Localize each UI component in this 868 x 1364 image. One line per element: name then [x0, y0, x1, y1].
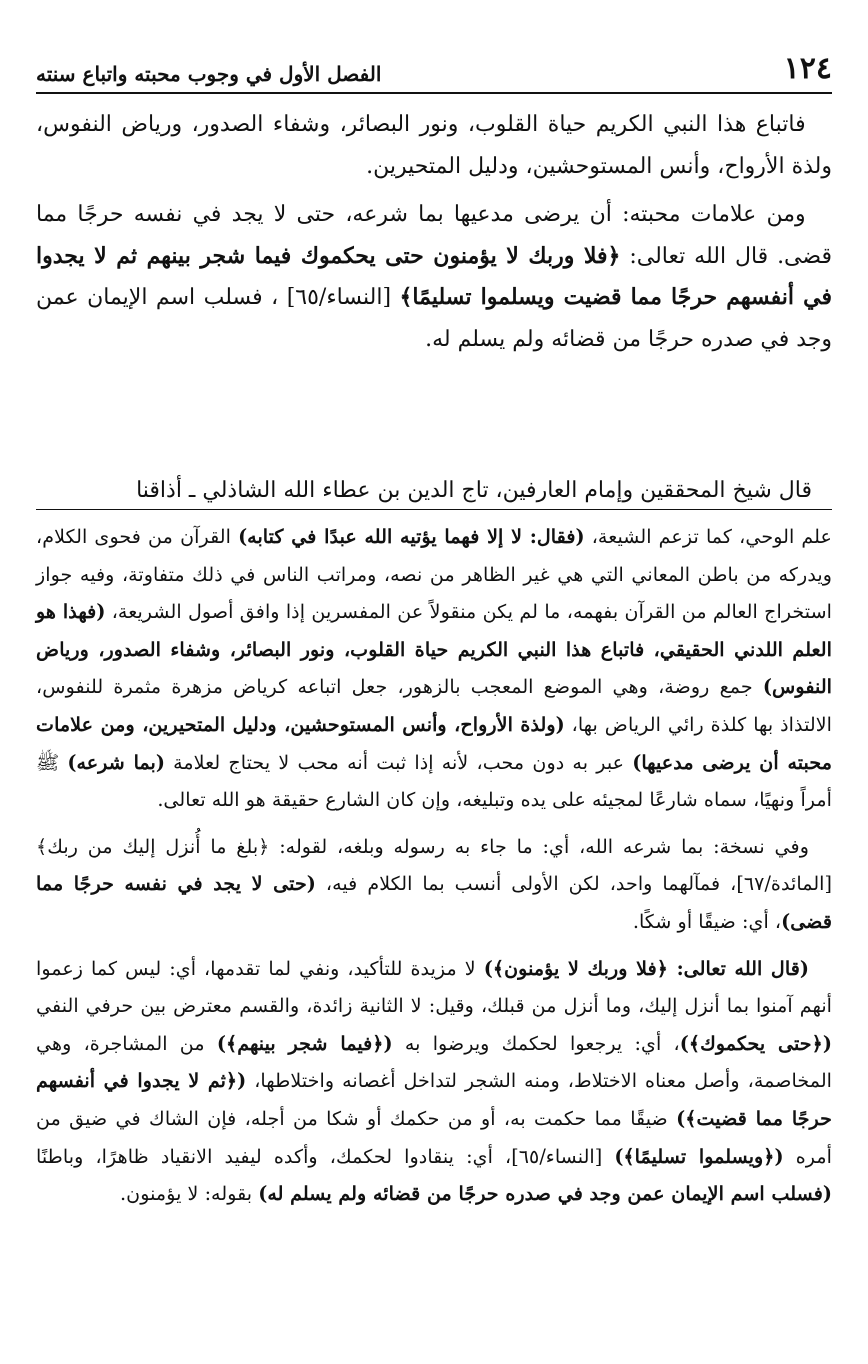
commentary-text-run: لا مزيدة للتأكيد، ونفي لما تقدمها، أي: ليس كما زعموا أنهم آمنوا بما أنزل إليك، وما أنزل من قبلك، وقيل: لا الثانية زائدة، والقسم معترض بين حرفي النفي: [36, 956, 832, 1018]
bold-quoted-text: (فقال: لا إلا فهما يؤتيه الله عبدًا في كتابه): [238, 525, 585, 548]
commentary-text-run: وفي نسخة: بما شرعه الله، أي: ما جاء به رسوله وبلغه، لقوله: ﴿بلغ ما أُنزل إليك من ربك﴾ [المائدة/٦٧]، فمآلهما واحد، لكن الأولى أنسب بما الكلام فيه،: [36, 834, 832, 896]
bold-quoted-text: (﴿فيما شجر بينهم﴾): [216, 1031, 393, 1055]
main-text: [36, 104, 832, 367]
commentary-text-run: جمع روضة، وهي الموضع المعجب بالزهور، جعل اتباعه كرياض مزهرة مثمرة للنفوس، الالتذاذ بها كلذة رائي الرياض بها،: [36, 675, 832, 736]
commentary-text-run: ، أي: ضيقًا أو شكًا.: [632, 909, 782, 933]
bold-quoted-text: (﴿حتى يحكموك﴾): [679, 1031, 832, 1055]
commentary-text-run: [النساء/٦٥]، أي: ينقادوا لحكمك، وأكده ليفيد الانقياد ظاهرًا، وباطنًا: [36, 1144, 615, 1168]
matn-paragraph: [36, 194, 832, 360]
matn-paragraph: فاتباع هذا النبي الكريم حياة القلوب، ونور البصائر، وشفاء الصدور، ورياض النفوس، ولذة الأرواح، وأنس المستوحشين، ودليل المتحيرين.: [36, 112, 832, 179]
bold-quoted-text: (فهذا هو العلم اللدني الحقيقي، فاتباع هذا النبي الكريم حياة القلوب، ونور البصائر، وشفاء الصدور، ورياض النفوس): [36, 600, 832, 699]
page-number: ١٢٤: [783, 51, 832, 86]
commentary-text-run: بقوله: لا يؤمنون.: [120, 1182, 259, 1206]
commentary-text-run: ﷺ أمراً ونهيًا، سماه شارعًا لمجيئه على يده وتبليغه، وإن كان الشارع حقيقة هو الله تعالى.: [36, 750, 832, 812]
commentary-paragraph: [36, 828, 832, 941]
commentary-text-run: القرآن من فحوى الكلام، ويدركه من باطن المعاني التي هي غير الظاهر من نصه، ومراتب الناس في ذلك متفاوتة، وفيه جواز استخراج العالم من القرآن بفهمه، ما لم يكن منقولاً عن المفسرين إذا وافق أصول الشريعة،: [36, 525, 832, 624]
matn-text: [النساء/٦٥] ، فسلب اسم الإيمان عمن وجد في صدره حرجًا من قضائه ولم يسلم له.: [36, 285, 832, 352]
bold-quoted-text: (حتى لا يجد في نفسه حرجًا مما قضى): [36, 872, 832, 933]
quran-verse: ﴿فلا وربك لا يؤمنون حتى يحكموك فيما شجر بينهم ثم لا يجدوا في أنفسهم حرجًا مما قضيت ويسلموا تسليمًا﴾: [36, 242, 832, 310]
running-title: الفصل الأول في وجوب محبته واتباع سنته: [36, 62, 382, 86]
bold-quoted-text: (فسلب اسم الإيمان عمن وجد في صدره حرجًا من قضائه ولم يسلم له): [258, 1182, 832, 1206]
bold-quoted-text: (ولذة الأرواح، وأنس المستوحشين، ودليل المتحيرين، ومن علامات محبته أن يرضى مدعيها): [36, 712, 833, 774]
bold-quoted-text: (قال الله تعالى: ﴿فلا وربك لا يؤمنون﴾): [483, 956, 809, 980]
bold-quoted-text: (﴿ويسلموا تسليمًا﴾): [614, 1144, 784, 1168]
commentary-text: [36, 518, 832, 1222]
commentary-paragraph: [36, 950, 832, 1213]
bold-quoted-text: (﴿ثم لا يجدوا في أنفسهم حرجًا مما قضيت﴾): [36, 1069, 833, 1130]
commentary-text-run: من المشاجرة، وهي المخاصمة، وأصل معناه الاختلاط، ومنه الشجر لتداخل أغصانه واختلاطها،: [36, 1031, 832, 1093]
commentary-paragraph: [36, 518, 832, 819]
section-divider-line: قال شيخ المحققين وإمام العارفين، تاج الدين بن عطاء الله الشاذلي ـ أذاقنا: [36, 473, 832, 510]
commentary-text-run: عبر به دون محب، لأنه إذا ثبت أنه محب لا يحتاج لعلامة: [164, 750, 633, 774]
page-header: [36, 48, 832, 94]
bold-quoted-text: (بما شرعه): [67, 750, 165, 774]
matn-text: ومن علامات محبته: أن يرضى مدعيها بما شرعه، حتى لا يجد في نفسه حرجًا مما قضى. قال الله تعالى:: [36, 202, 832, 269]
commentary-text-run: ضيقًا مما حكمت به، أو من حكمك أو شكا من أجله، فإن الشاك في ضيق من أمره: [36, 1106, 832, 1168]
commentary-text-run: ، أي: يرجعوا لحكمك ويرضوا به: [392, 1031, 680, 1055]
commentary-text-run: علم الوحي، كما تزعم الشيعة،: [584, 525, 832, 548]
